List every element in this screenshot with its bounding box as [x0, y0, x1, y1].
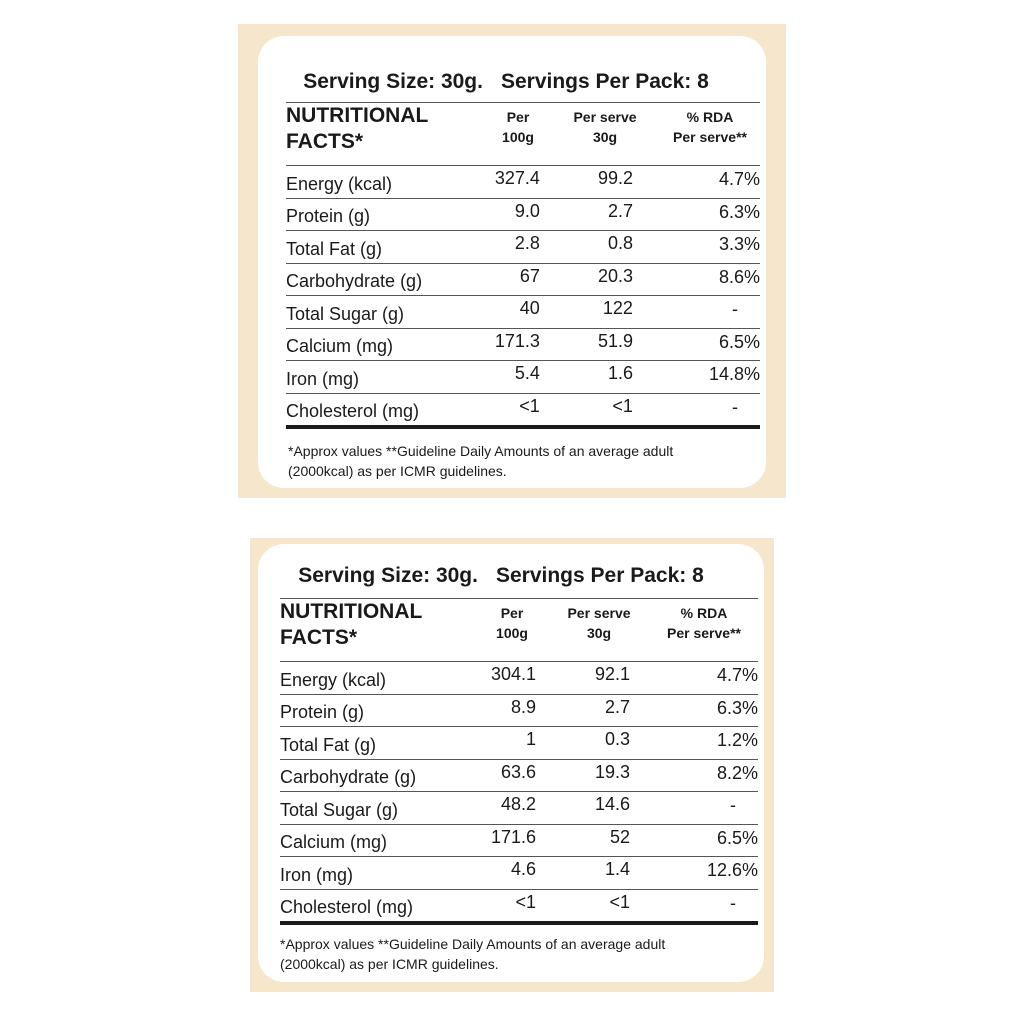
col-label: % RDA — [686, 109, 734, 125]
col-per-100g — [480, 599, 544, 643]
col-per-serve — [550, 103, 660, 147]
col-rda — [654, 599, 754, 643]
col-per-100g — [486, 103, 550, 147]
value-rda: - — [732, 396, 738, 417]
table-row — [286, 264, 760, 297]
col-label: Per — [506, 109, 530, 125]
nutrient-name: Calcium (mg) — [286, 336, 394, 357]
value-per-serve: 20.3 — [598, 265, 634, 286]
nutrient-name: Iron (mg) — [286, 368, 360, 389]
title-line: NUTRITIONAL — [286, 104, 429, 127]
footnote-line: *Approx values **Guideline Daily Amounts of an average adult — [280, 936, 666, 952]
table-row — [280, 792, 758, 825]
value-per-100g: 63.6 — [500, 761, 536, 782]
table-row — [286, 394, 760, 430]
col-label: % RDA — [680, 605, 728, 621]
table-row — [280, 857, 758, 890]
title-line: FACTS* — [280, 626, 358, 649]
value-per-serve: <1 — [609, 891, 630, 912]
value-per-100g: 327.4 — [494, 168, 540, 189]
facts-table — [286, 102, 760, 429]
col-label: 100g — [502, 129, 534, 145]
value-rda: 4.7% — [716, 665, 758, 686]
value-per-serve: 92.1 — [594, 664, 630, 685]
footnote-line: (2000kcal) as per ICMR guidelines. — [280, 956, 499, 972]
nutrient-name: Total Fat (g) — [280, 734, 377, 755]
nutrient-name: Carbohydrate (g) — [286, 271, 423, 292]
label-card — [258, 544, 764, 982]
value-rda: 12.6% — [706, 860, 758, 881]
nutrient-name: Energy (kcal) — [280, 669, 387, 690]
value-rda: 8.6% — [718, 266, 760, 287]
footnote-line: (2000kcal) as per ICMR guidelines. — [288, 463, 507, 479]
value-per-100g: <1 — [515, 891, 536, 912]
value-per-100g: 2.8 — [514, 233, 540, 254]
table-header — [286, 102, 760, 166]
value-per-serve: 51.9 — [598, 330, 634, 351]
col-rda — [660, 103, 760, 147]
table-body — [286, 166, 760, 429]
col-label: 30g — [586, 625, 612, 641]
value-rda: 6.5% — [716, 827, 758, 848]
value-per-100g: 40 — [519, 298, 540, 319]
value-rda: - — [730, 892, 736, 913]
col-per-serve — [544, 599, 654, 643]
label-card — [258, 36, 766, 488]
value-per-serve: 0.8 — [608, 233, 634, 254]
value-per-100g: 4.6 — [510, 859, 536, 880]
value-per-100g: 171.6 — [490, 826, 536, 847]
nutrient-name: Cholesterol (mg) — [280, 897, 414, 918]
value-per-100g: 1 — [525, 729, 536, 750]
table-row — [280, 662, 758, 695]
value-per-serve: 19.3 — [594, 761, 630, 782]
value-rda: 14.8% — [708, 364, 760, 385]
col-label: 30g — [592, 129, 618, 145]
value-per-100g: 304.1 — [490, 664, 536, 685]
value-per-100g: 9.0 — [514, 200, 540, 221]
nutrient-name: Carbohydrate (g) — [280, 767, 417, 788]
servings-per-pack: Servings Per Pack: 8 — [500, 70, 709, 93]
nutrient-name: Total Sugar (g) — [280, 799, 399, 820]
serving-size: Serving Size: 30g. — [303, 70, 483, 93]
value-per-serve: 2.7 — [608, 200, 634, 221]
col-label: Per — [500, 605, 524, 621]
value-rda: 1.2% — [716, 730, 758, 751]
nutrient-name: Energy (kcal) — [286, 173, 393, 194]
table-row — [280, 890, 758, 926]
nutrient-name: Iron (mg) — [280, 864, 354, 885]
footnote-line: *Approx values **Guideline Daily Amounts of an average adult — [288, 443, 674, 459]
value-per-serve: 1.4 — [604, 859, 630, 880]
table-row — [286, 231, 760, 264]
table-row — [286, 296, 760, 329]
servings-per-pack: Servings Per Pack: 8 — [495, 564, 704, 587]
title-line: NUTRITIONAL — [280, 600, 423, 623]
value-per-100g: 171.3 — [494, 330, 540, 351]
value-per-serve: 99.2 — [598, 168, 634, 189]
value-per-serve: 122 — [602, 298, 633, 319]
table-row — [286, 361, 760, 394]
col-label: Per serve — [573, 109, 637, 125]
value-per-100g: <1 — [519, 395, 540, 416]
value-rda: 6.3% — [716, 697, 758, 718]
value-rda: 6.5% — [718, 331, 760, 352]
value-per-serve: 14.6 — [594, 794, 630, 815]
value-per-100g: 8.9 — [510, 696, 536, 717]
table-row — [286, 166, 760, 199]
col-label: 100g — [496, 625, 528, 641]
nutrient-name: Total Fat (g) — [286, 238, 383, 259]
value-per-serve: 2.7 — [604, 696, 630, 717]
col-label: Per serve** — [667, 625, 741, 641]
table-row — [280, 727, 758, 760]
value-rda: 4.7% — [718, 169, 760, 190]
nutrition-label-2 — [250, 538, 774, 992]
col-label: Per serve** — [673, 129, 747, 145]
value-per-100g: 5.4 — [514, 363, 540, 384]
value-rda: 6.3% — [718, 201, 760, 222]
table-row — [286, 329, 760, 362]
value-per-serve: 1.6 — [608, 363, 634, 384]
table-row — [280, 825, 758, 858]
value-per-100g: 67 — [519, 265, 540, 286]
value-per-100g: 48.2 — [500, 794, 536, 815]
nutrient-name: Calcium (mg) — [280, 832, 388, 853]
value-per-serve: 52 — [609, 826, 630, 847]
footnote — [288, 441, 758, 481]
facts-table — [280, 598, 758, 925]
value-rda: 3.3% — [718, 234, 760, 255]
col-label: Per serve — [567, 605, 631, 621]
table-row — [280, 695, 758, 728]
footnote — [280, 934, 750, 974]
table-header — [280, 598, 758, 662]
serving-info — [268, 564, 734, 588]
table-body — [280, 662, 758, 925]
value-per-serve: 0.3 — [604, 729, 630, 750]
nutrient-name: Protein (g) — [280, 702, 365, 723]
table-title — [280, 599, 480, 651]
nutrient-name: Cholesterol (mg) — [286, 401, 420, 422]
serving-size: Serving Size: 30g. — [298, 564, 478, 587]
value-rda: 8.2% — [716, 762, 758, 783]
value-rda: - — [732, 299, 738, 320]
table-title — [286, 103, 486, 155]
value-rda: - — [730, 795, 736, 816]
title-line: FACTS* — [286, 130, 364, 153]
nutrition-label-1 — [238, 24, 786, 498]
nutrient-name: Protein (g) — [286, 206, 371, 227]
serving-info — [270, 70, 742, 94]
value-per-serve: <1 — [612, 395, 633, 416]
table-row — [280, 760, 758, 793]
table-row — [286, 199, 760, 232]
nutrient-name: Total Sugar (g) — [286, 303, 405, 324]
